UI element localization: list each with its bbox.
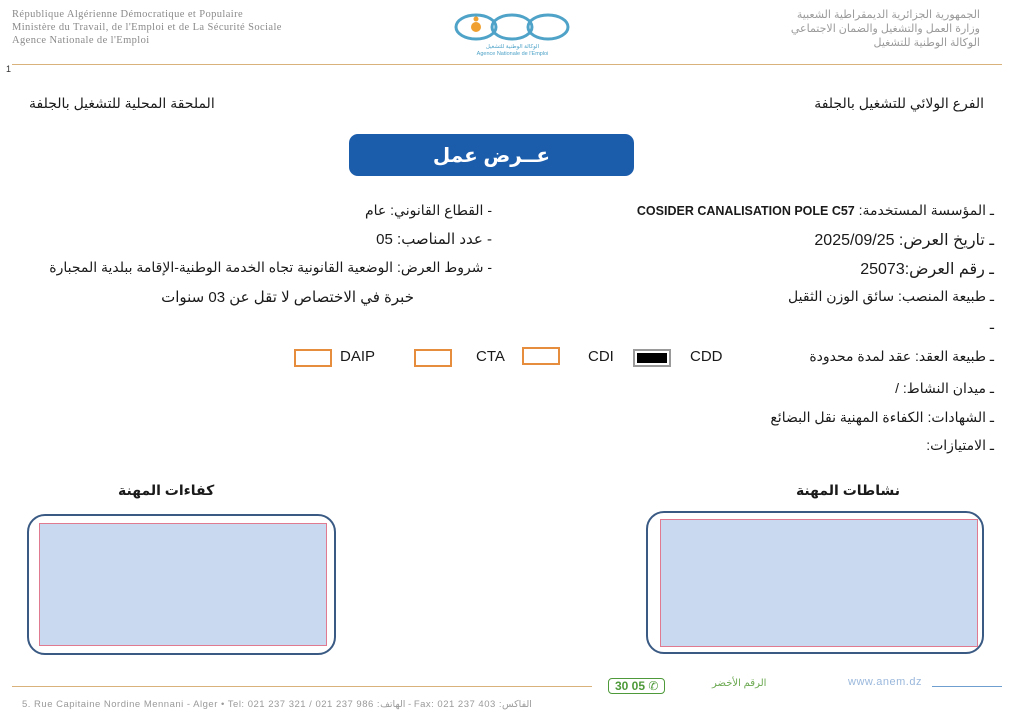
header-arabic-line: الجمهورية الجزائرية الديمقراطية الشعبية: [796, 9, 980, 21]
offer-number-field: ـ رقم العرض:25073: [860, 261, 994, 278]
footer-divider-right: [932, 686, 1002, 687]
logo-caption-ar: الوكالة الوطنية للتشغيل: [485, 44, 540, 50]
contract-option-label-cdd: CDD: [690, 348, 723, 365]
header-arabic-line: الوكالة الوطنية للتشغيل: [873, 37, 980, 49]
competencies-content[interactable]: [39, 523, 327, 646]
contract-option-label-daip: DAIP: [340, 348, 376, 365]
header-french-line: République Algérienne Démocratique et Populaire: [12, 9, 244, 20]
page-title: [349, 134, 634, 176]
employer-label: ـ المؤسسة المستخدمة:: [858, 202, 994, 218]
website-link[interactable]: www.anem.dz: [848, 676, 922, 688]
checkbox-extra[interactable]: [294, 349, 332, 367]
checkbox-cdi[interactable]: [633, 349, 671, 367]
header-french-block: [12, 8, 282, 47]
page-marker: 1: [6, 64, 12, 74]
checkbox-cta[interactable]: [522, 347, 560, 365]
offer-date-field: ـ تاريخ العرض: 2025/09/25: [814, 232, 994, 249]
phone-icon: ✆: [648, 679, 659, 693]
header-divider: [12, 64, 1002, 65]
privileges-field: ـ الامتيازات:: [926, 437, 994, 453]
contract-option-label-cta: CTA: [476, 348, 505, 365]
green-number-label: الرقم الأخضر: [712, 678, 767, 689]
wilaya-branch: الفرع الولائي للتشغيل بالجلفة: [814, 95, 984, 111]
activities-heading: نشاطات المهنة: [795, 482, 900, 498]
certificates-field: ـ الشهادات: الكفاءة المهنية نقل البضائع: [770, 409, 994, 425]
activities-content[interactable]: [660, 519, 978, 647]
anem-logo-icon: [440, 10, 585, 44]
green-number: 30 05: [615, 679, 646, 693]
blank-field: ـ: [989, 316, 994, 332]
contract-option-label-cdi: CDI: [588, 348, 614, 365]
header-french-line: Ministère du Travail, de l'Emploi et de La Sécurité Sociale: [12, 22, 282, 33]
header-arabic-line: وزارة العمل والتشغيل والضمان الاجتماعي: [790, 23, 980, 35]
header-arabic-block: [791, 8, 980, 50]
green-number-badge: [608, 678, 665, 694]
position-field: ـ طبيعة المنصب: سائق الوزن الثقيل: [788, 288, 994, 304]
competencies-heading: كفاءات المهنة: [118, 482, 215, 498]
employer-value: COSIDER CANALISATION POLE C57: [636, 204, 855, 218]
logo-caption: [440, 44, 585, 58]
local-agency: الملحقة المحلية للتشغيل بالجلفة: [29, 95, 215, 111]
footer-divider-left: [12, 686, 592, 687]
experience-field: خبرة في الاختصاص لا تقل عن 03 سنوات: [161, 289, 414, 306]
positions-count-field: - عدد المناصب: 05: [376, 231, 492, 248]
checkbox-daip[interactable]: [414, 349, 452, 367]
employer-field: [637, 202, 994, 219]
legal-sector-field: - القطاع القانوني: عام: [364, 202, 492, 218]
activity-field: ـ ميدان النشاط: /: [895, 380, 994, 396]
contract-type-field: ـ طبيعة العقد: عقد لمدة محدودة: [809, 348, 994, 364]
page-title-text: عــرض عمل: [432, 144, 551, 167]
logo-caption-fr: Agence Nationale de l'Emploi: [476, 51, 549, 57]
header-french-line: Agence Nationale de l'Emploi: [12, 35, 150, 46]
conditions-field: - شروط العرض: الوضعية القانونية تجاه الخدمة الوطنية-الإقامة ببلدية المجبارة: [49, 259, 492, 275]
footer-address: 5. Rue Capitaine Nordine Mennani - Alger • Tel: 021 237 321 / 021 237 986 :الهاتف - Fax: 021 237 403 :الفاكس: [22, 699, 532, 710]
